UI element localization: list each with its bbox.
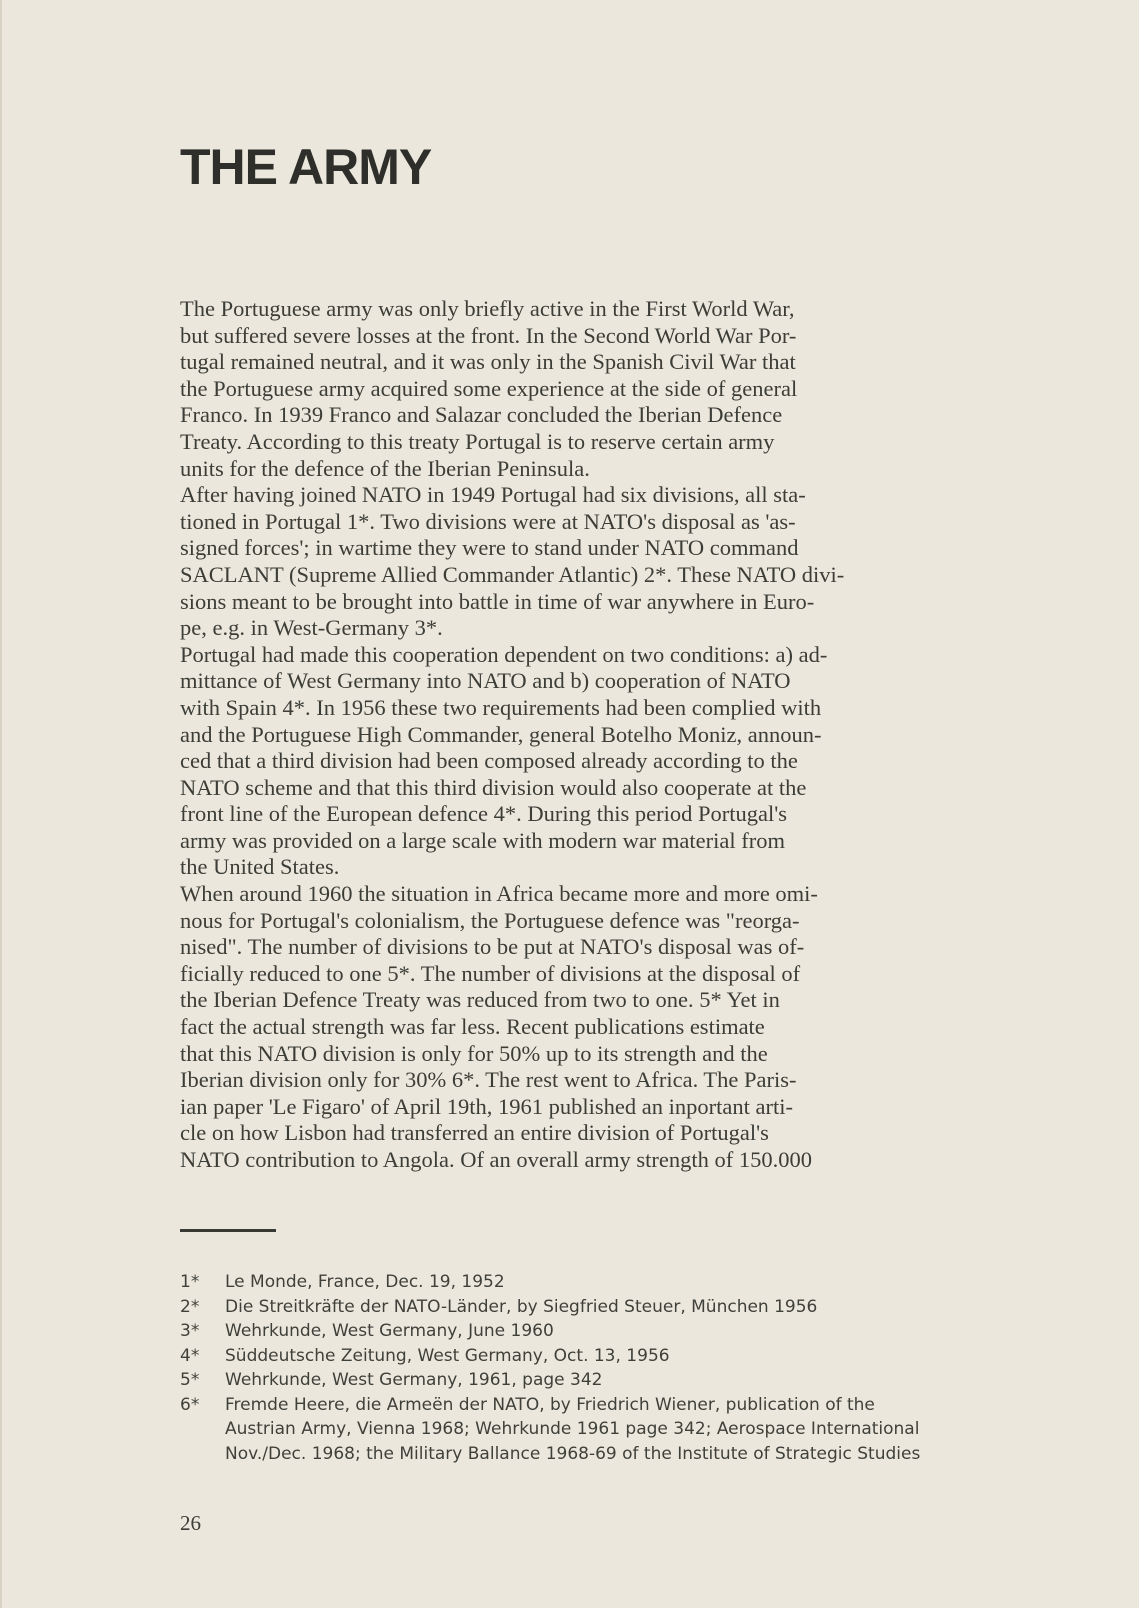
body-line: the Iberian Defence Treaty was reduced from two to one. 5* Yet in bbox=[180, 987, 780, 1013]
footnote-number: 5* bbox=[180, 1370, 200, 1390]
body-line: and the Portuguese High Commander, general Botelho Moniz, announ- bbox=[180, 721, 822, 747]
body-line: ficially reduced to one 5*. The number of divisions at the disposal of bbox=[180, 960, 801, 986]
footnote bbox=[180, 1344, 1060, 1369]
body-line: the Portuguese army acquired some experience at the side of general bbox=[180, 375, 798, 401]
footnote bbox=[180, 1393, 1060, 1467]
body-line: Portugal had made this cooperation dependent on two conditions: a) ad- bbox=[180, 641, 828, 667]
footnote-number: 6* bbox=[180, 1394, 200, 1415]
body-line: After having joined NATO in 1949 Portugal had six divisions, all sta- bbox=[180, 482, 806, 508]
footnote-text bbox=[225, 1393, 1060, 1467]
body-line: fact the actual strength was far less. Recent publications estimate bbox=[180, 1014, 765, 1040]
body-line: sions meant to be brought into battle in time of war anywhere in Euro- bbox=[180, 588, 815, 614]
body-line: ian paper 'Le Figaro' of April 19th, 1961 published an inportant arti- bbox=[180, 1093, 793, 1119]
body-line: Iberian division only for 30% 6*. The rest went to Africa. The Paris- bbox=[180, 1067, 797, 1093]
footnote-line: Nov./Dec. 1968; the Military Ballance 1968-69 of the Institute of Strategic Studies bbox=[225, 1443, 921, 1464]
footnote-line: Die Streitkräfte der NATO-Länder, by Siegfried Steuer, München 1956 bbox=[225, 1296, 818, 1317]
body-line: the United States. bbox=[180, 854, 340, 880]
footnote-line: Austrian Army, Vienna 1968; Wehrkunde 1961 page 342; Aerospace International bbox=[225, 1419, 920, 1439]
page-title: THE ARMY bbox=[180, 139, 432, 195]
footnote bbox=[180, 1295, 1060, 1320]
body-text bbox=[180, 296, 1080, 1174]
footnote-text bbox=[225, 1368, 1060, 1393]
body-line: that this NATO division is only for 50% up to its strength and the bbox=[180, 1040, 768, 1066]
body-line: but suffered severe losses at the front. In the Second World War Por- bbox=[180, 322, 797, 348]
footnote-text bbox=[225, 1295, 1060, 1320]
footnote-line: Süddeutsche Zeitung, West Germany, Oct. 13, 1956 bbox=[225, 1345, 670, 1366]
footnote-number: 2* bbox=[180, 1296, 200, 1317]
body-line: NATO contribution to Angola. Of an overall army strength of 150.000 bbox=[180, 1147, 812, 1172]
body-line: tugal remained neutral, and it was only in the Spanish Civil War that bbox=[180, 349, 796, 375]
body-line: nous for Portugal's colonialism, the Portuguese defence was "reorga- bbox=[180, 907, 800, 933]
footnote-text bbox=[225, 1344, 1060, 1369]
footnote-line: Wehrkunde, West Germany, June 1960 bbox=[225, 1321, 554, 1341]
body-line: mittance of West Germany into NATO and b) cooperation of NATO bbox=[180, 668, 791, 694]
body-line: with Spain 4*. In 1956 these two requirements had been complied with bbox=[180, 694, 822, 720]
body-line: Franco. In 1939 Franco and Salazar concluded the Iberian Defence bbox=[180, 402, 783, 428]
body-line: units for the defence of the Iberian Peninsula. bbox=[180, 455, 590, 481]
body-line: NATO scheme and that this third division would also cooperate at the bbox=[180, 774, 807, 800]
body-line: pe, e.g. in West-Germany 3*. bbox=[180, 615, 443, 641]
body-line: SACLANT (Supreme Allied Commander Atlantic) 2*. These NATO divi- bbox=[180, 561, 845, 587]
body-line: army was provided on a large scale with modern war material from bbox=[180, 827, 785, 853]
footnote bbox=[180, 1270, 1060, 1295]
body-line: ced that a third division had been composed already according to the bbox=[180, 748, 798, 774]
body-line: Treaty. According to this treaty Portugal is to reserve certain army bbox=[180, 428, 775, 454]
body-line: When around 1960 the situation in Africa became more and more omi- bbox=[180, 881, 818, 907]
body-line: front line of the European defence 4*. During this period Portugal's bbox=[180, 801, 788, 827]
footnote-line: Le Monde, France, Dec. 19, 1952 bbox=[225, 1272, 505, 1292]
footnote-line: Fremde Heere, die Armeën der NATO, by Friedrich Wiener, publication of the bbox=[225, 1394, 875, 1415]
footnote-separator bbox=[180, 1229, 276, 1232]
page-number: 26 bbox=[180, 1511, 201, 1535]
body-line: The Portuguese army was only briefly active in the First World War, bbox=[180, 296, 795, 321]
footnotes bbox=[180, 1270, 1060, 1466]
body-line: signed forces'; in wartime they were to stand under NATO command bbox=[180, 535, 799, 561]
footnote-line: Wehrkunde, West Germany, 1961, page 342 bbox=[225, 1370, 603, 1390]
footnote-text bbox=[225, 1270, 1060, 1295]
footnote-number: 4* bbox=[180, 1345, 200, 1366]
body-line: nised". The number of divisions to be put at NATO's disposal was of- bbox=[180, 934, 805, 960]
footnote-text bbox=[225, 1319, 1060, 1344]
body-line: tioned in Portugal 1*. Two divisions were at NATO's disposal as 'as- bbox=[180, 508, 796, 534]
body-line: cle on how Lisbon had transferred an entire division of Portugal's bbox=[180, 1120, 769, 1146]
footnote bbox=[180, 1368, 1060, 1393]
footnote-number: 1* bbox=[180, 1272, 200, 1292]
footnote-number: 3* bbox=[180, 1321, 200, 1341]
footnote bbox=[180, 1319, 1060, 1344]
